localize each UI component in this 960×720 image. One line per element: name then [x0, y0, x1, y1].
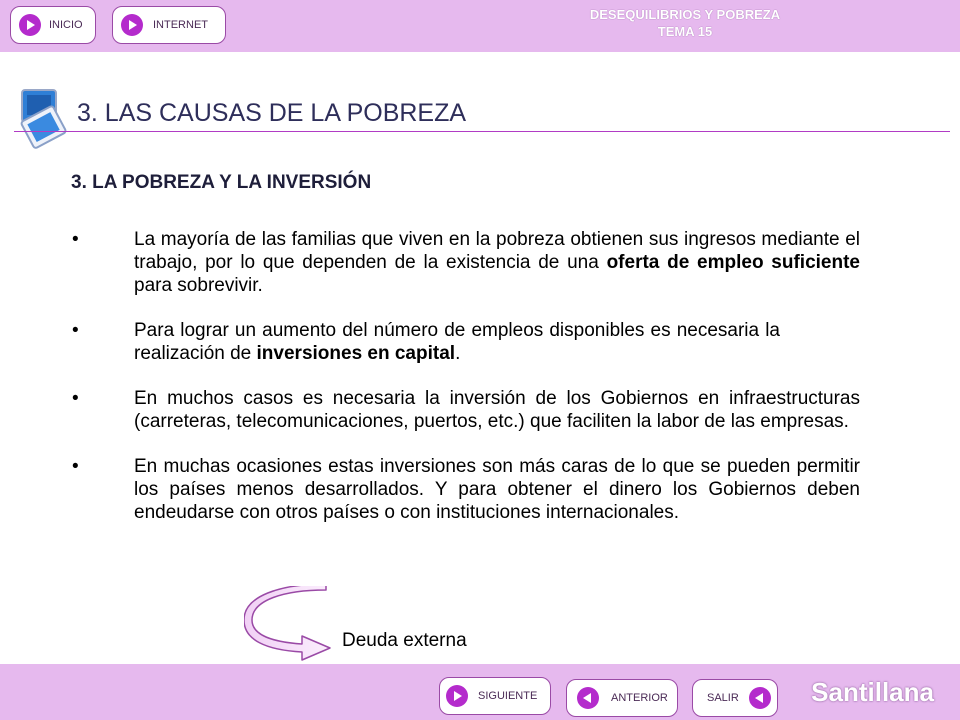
play-right-icon [121, 14, 143, 36]
course-title-line2: TEMA 15 [657, 24, 713, 39]
title-divider [14, 131, 950, 132]
internet-label: INTERNET [153, 19, 208, 31]
play-right-icon [446, 685, 468, 707]
bullet-dot: • [72, 388, 79, 409]
bullet-text: Para lograr un aumento del número de empleos disponibles es necesaria la realización de [134, 320, 780, 364]
bullet-emphasis: oferta de empleo suficiente [606, 252, 860, 273]
list-item [70, 319, 860, 365]
section-subtitle: 3. LA POBREZA Y LA INVERSIÓN [71, 172, 372, 193]
bullet-dot: • [72, 320, 79, 341]
next-label: SIGUIENTE [478, 690, 538, 702]
play-left-icon [749, 687, 771, 709]
bullet-text: . [455, 343, 461, 364]
bullet-text: para sobrevivir. [134, 275, 263, 296]
bullet-dot: • [72, 456, 79, 477]
list-item [70, 228, 860, 297]
list-item [70, 387, 860, 433]
course-title [520, 6, 850, 40]
monitor-screens-icon [14, 88, 70, 150]
page-title: 3. LAS CAUSAS DE LA POBREZA [77, 99, 467, 127]
play-right-icon [19, 14, 41, 36]
debt-label: Deuda externa [342, 630, 467, 651]
list-item [70, 455, 860, 524]
bullet-text: En muchos casos es necesaria la inversión de los Gobiernos en infraestructuras (carreteras, telecomunicaciones, puertos, etc.) que faciliten la labor de las empresas. [134, 388, 860, 432]
bullet-emphasis: inversiones en capital [256, 343, 456, 364]
previous-button[interactable] [566, 679, 678, 717]
curved-arrow-icon [244, 586, 334, 662]
inicio-button[interactable] [10, 6, 96, 44]
course-title-line1: DESEQUILIBRIOS Y POBREZA [589, 7, 781, 22]
bullet-list [70, 228, 860, 546]
internet-button[interactable] [112, 6, 226, 44]
brand-logo-text: Santillana [811, 677, 934, 707]
exit-label: SALIR [707, 692, 739, 704]
bullet-text: En muchas ocasiones estas inversiones son más caras de lo que se pueden permitir los países menos desarrollados. Y para obtener el dinero los Gobiernos deben endeudarse con otros países o con instituciones internacionales. [134, 456, 860, 523]
exit-button[interactable] [692, 679, 778, 717]
bullet-text: La mayoría de las familias que viven en la pobreza obtienen sus ingresos mediante el trabajo, por lo que dependen de la existencia de una [134, 229, 860, 273]
next-button[interactable] [439, 677, 551, 715]
bullet-dot: • [72, 229, 79, 250]
play-left-icon [577, 687, 599, 709]
previous-label: ANTERIOR [611, 692, 668, 704]
inicio-label: INICIO [49, 19, 83, 31]
